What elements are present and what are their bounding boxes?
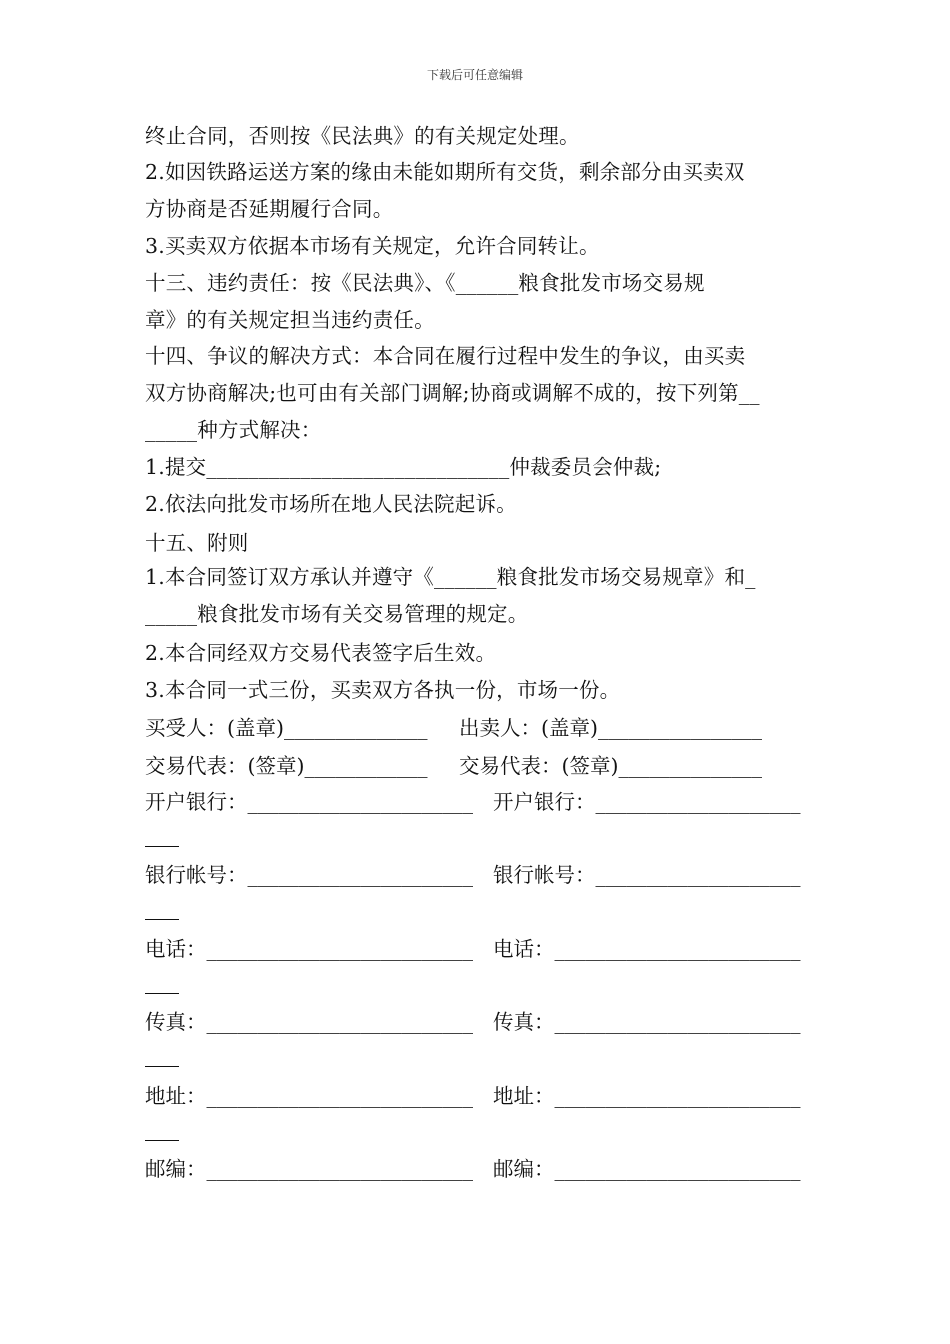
clause-line: 2.如因铁路运送方案的缘由未能如期所有交货，剩余部分由买卖双 (145, 160, 745, 184)
seller-rep-field: 交易代表：(签章)______________ (459, 754, 762, 778)
continuation-line (145, 919, 179, 920)
bank-field-left: 开户银行：______________________ (145, 790, 473, 814)
clause-line: 终止合同，否则按《民法典》的有关规定处理。 (145, 124, 580, 148)
buyer-seal-field: 买受人：(盖章)______________ (145, 716, 428, 740)
buyer-rep-field: 交易代表：(签章)____________ (145, 754, 428, 778)
clause-line: 章》的有关规定担当违约责任。 (145, 308, 435, 332)
clause-line: 十三、违约责任：按《民法典》、《______粮食批发市场交易规 (145, 271, 705, 295)
address-field-right: 地址：________________________ (493, 1084, 801, 1108)
clause-line: 1.提交_____________________________仲裁委员会仲裁; (145, 455, 662, 479)
seller-seal-field: 出卖人：(盖章)________________ (459, 716, 762, 740)
clause-line: _____种方式解决： (145, 418, 322, 442)
address-field-left: 地址：__________________________ (145, 1084, 473, 1108)
page-header: 下载后可任意编辑 (426, 68, 523, 82)
clause-line: 方协商是否延期履行合同。 (145, 197, 394, 221)
clause-line: _____粮食批发市场有关交易管理的规定。 (145, 602, 529, 626)
account-field-right: 银行帐号：____________________ (493, 863, 801, 887)
continuation-line (145, 1140, 179, 1141)
bank-field-right: 开户银行：____________________ (493, 790, 801, 814)
clause-line: 1.本合同签订双方承认并遵守《______粮食批发市场交易规章》和_ (145, 565, 756, 589)
clause-line: 3.本合同一式三份，买卖双方各执一份，市场一份。 (145, 678, 621, 702)
continuation-line (145, 846, 179, 847)
clause-line: 2.本合同经双方交易代表签字后生效。 (145, 641, 497, 665)
account-field-left: 银行帐号：______________________ (145, 863, 473, 887)
clause-line: 3.买卖双方依据本市场有关规定，允许合同转让。 (145, 234, 600, 258)
postcode-field-right: 邮编：________________________ (493, 1157, 801, 1181)
fax-field-left: 传真：__________________________ (145, 1010, 473, 1034)
phone-field-right: 电话：________________________ (493, 937, 801, 961)
phone-field-left: 电话：__________________________ (145, 937, 473, 961)
clause-line: 十四、争议的解决方式：本合同在履行过程中发生的争议，由买卖 (145, 344, 746, 368)
postcode-field-left: 邮编：__________________________ (145, 1157, 473, 1181)
continuation-line (145, 993, 179, 994)
clause-line: 2.依法向批发市场所在地人民法院起诉。 (145, 492, 517, 516)
section-heading: 十五、附则 (145, 531, 249, 555)
fax-field-right: 传真：________________________ (493, 1010, 801, 1034)
continuation-line (145, 1066, 179, 1067)
clause-line: 双方协商解决;也可由有关部门调解;协商或调解不成的，按下列第__ (145, 381, 760, 405)
